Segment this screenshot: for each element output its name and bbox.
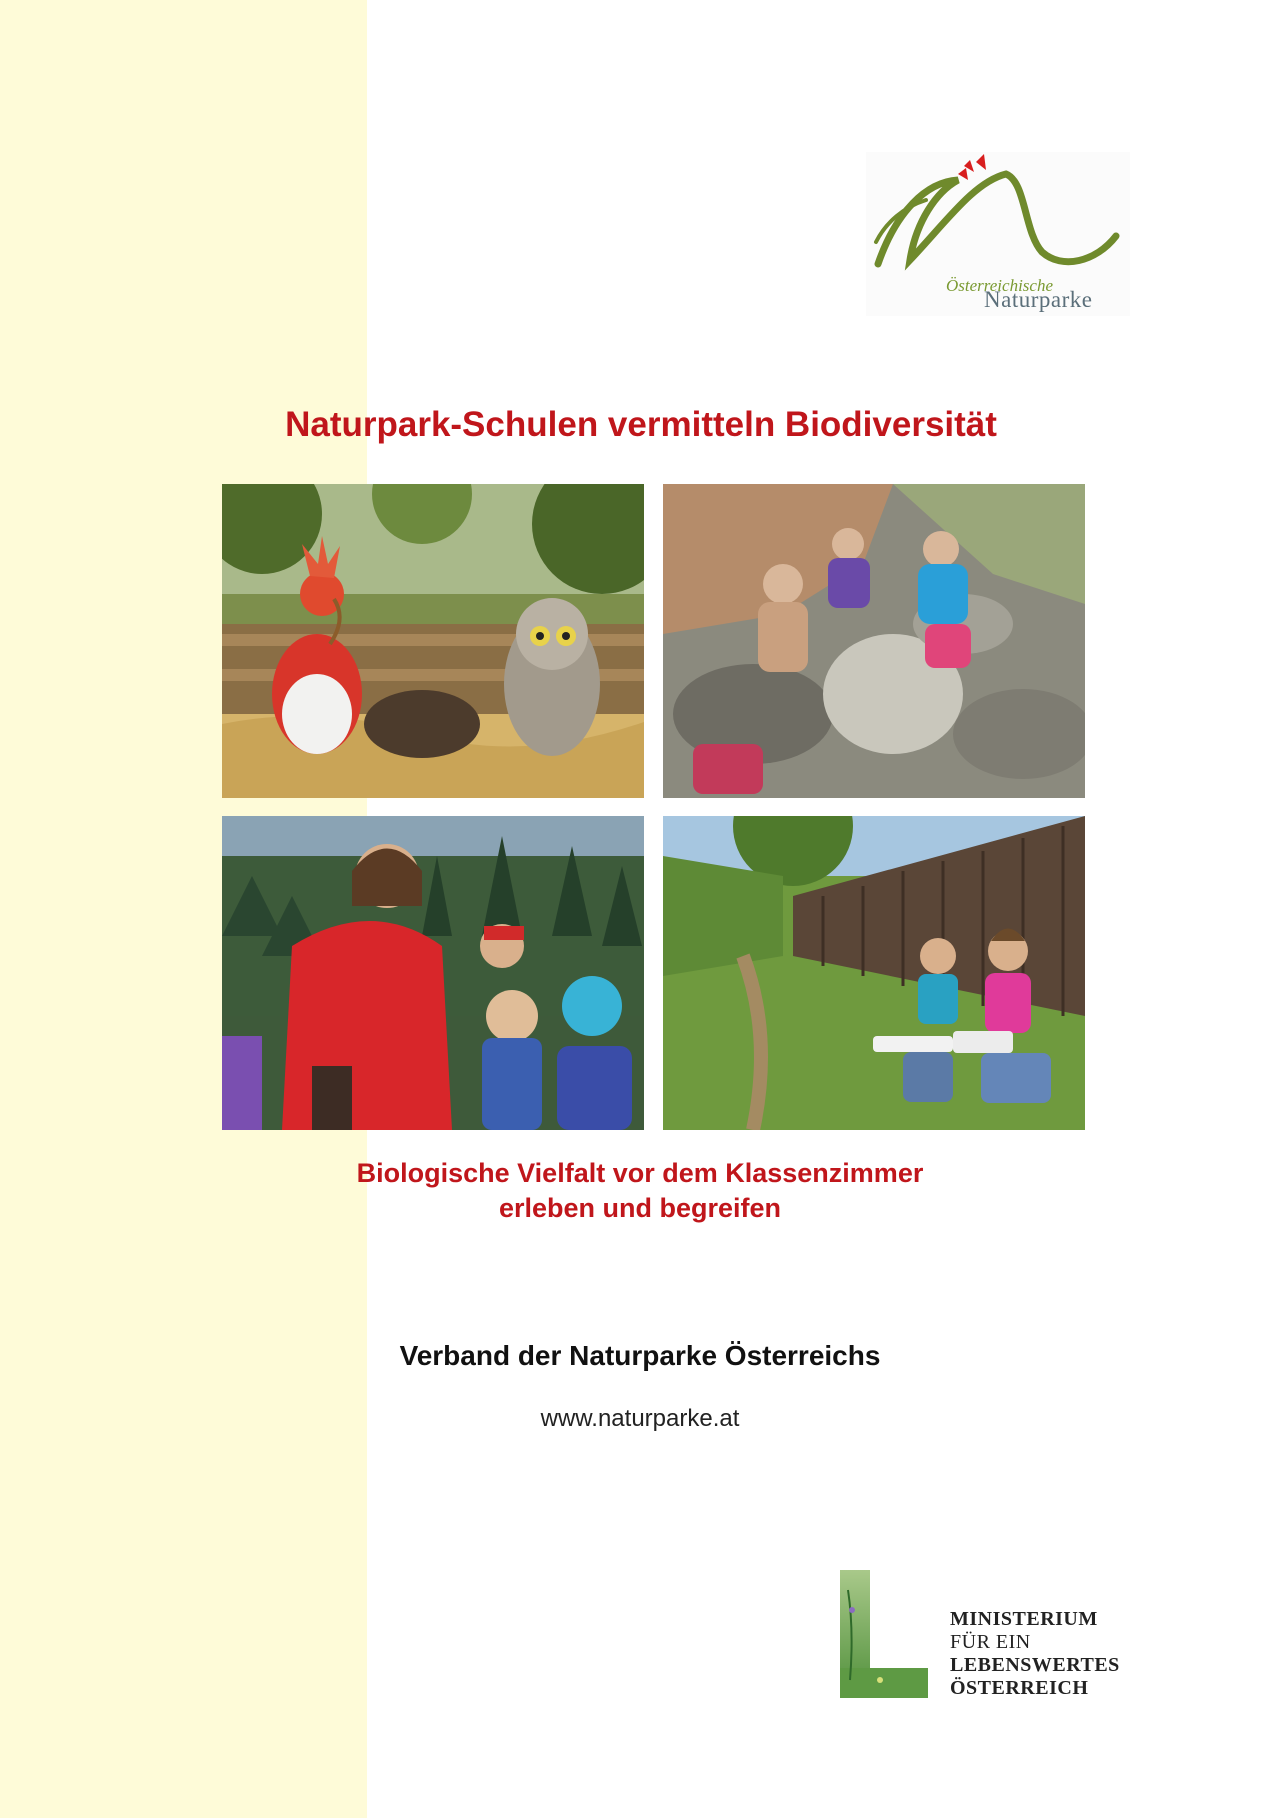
subtitle-line1: Biologische Vielfalt vor dem Klassenzimmer — [356, 1158, 924, 1188]
ministry-line1: MINISTERIUM — [950, 1608, 1098, 1630]
organization-name: Verband der Naturparke Österreichs — [399, 1340, 881, 1371]
page-title: Naturpark-Schulen vermitteln Biodiversität — [285, 405, 997, 444]
subtitle-line2: erleben und begreifen — [498, 1193, 782, 1223]
photo-felt-animals — [222, 484, 644, 798]
logo-text-line2: Naturparke — [984, 287, 1093, 312]
ministry-line2: FÜR EIN — [950, 1631, 1031, 1653]
logo-text-line1: Österreichische — [946, 276, 1054, 295]
ministry-l-mark — [840, 1570, 940, 1700]
photo-teacher-children — [222, 816, 644, 1130]
ministry-line3: LEBENSWERTES — [950, 1654, 1120, 1676]
subtitle — [0, 1156, 1280, 1226]
photo-girls-on-rocks — [663, 484, 1085, 798]
photo-children-by-fence — [663, 816, 1085, 1130]
ministry-logo — [840, 1570, 1140, 1700]
naturparke-logo — [866, 152, 1130, 316]
website-link[interactable]: www.naturparke.at — [540, 1405, 740, 1432]
ministry-line4: ÖSTERREICH — [950, 1677, 1089, 1699]
